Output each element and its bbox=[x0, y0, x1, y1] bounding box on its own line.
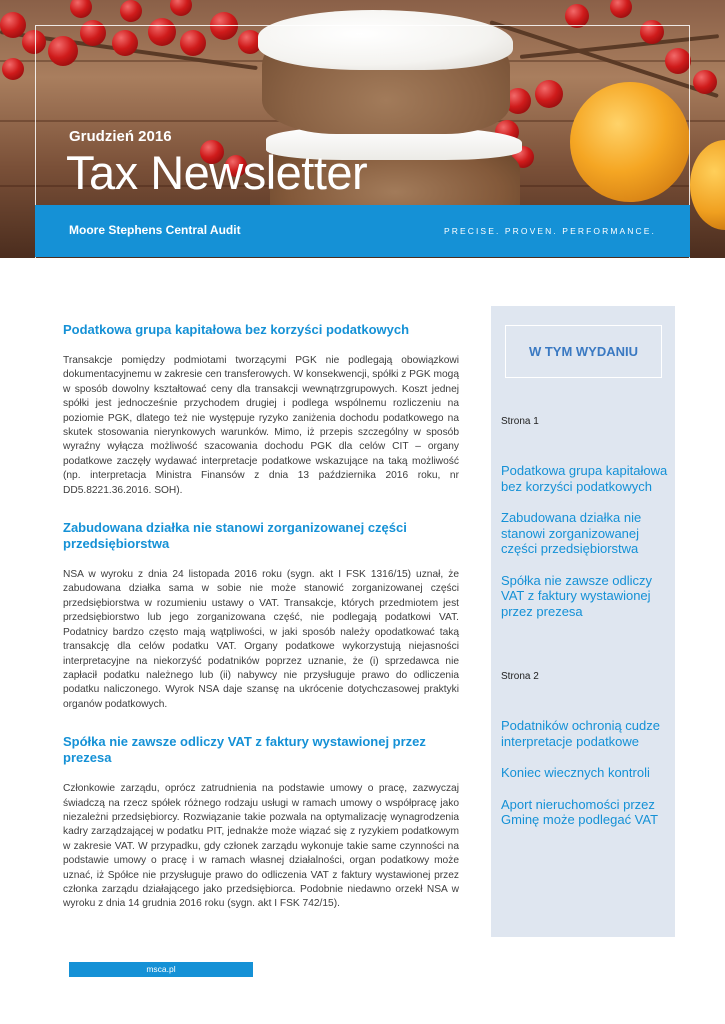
toc-item[interactable]: Spółka nie zawsze odliczy VAT z faktury wystawionej przez prezesa bbox=[501, 572, 653, 619]
article-body: Członkowie zarządu, oprócz zatrudnienia na podstawie umowy o pracę, zazwyczaj świadczą na rzecz spółek różnego rodzaju usługi w ramach umowy o współpracę jako niezależni przedsiębiorcy. Rozwiązanie takie pozwala na optymalizację wynagrodzenia kadry zarządzającej w podatku PIT, jednakże może wiązać się z ryzykiem podatkowym w zakresie VAT. W przypadku, gdy członek zarządu wykonuje takie same czynności na podstawie umowy o pracę i w ramach własnej działalności, organ podatkowy może uznać, iż Spółce nie przysługuje prawo do odliczenia VAT z faktury wystawionej przez członka zarządu działającego jako przedsiębiorca. Podobnie niedawno orzekł NSA w wyroku z dnia 14 grudnia 2016 roku (sygn. akt I FSK 742/15). bbox=[63, 783, 459, 910]
toc-item[interactable]: Aport nieruchomości przez Gminę może podlegać VAT bbox=[501, 796, 659, 827]
toc-page-label: Strona 2 bbox=[501, 671, 539, 682]
article bbox=[63, 734, 459, 912]
toc-list-page2 bbox=[501, 718, 669, 844]
toc-page-label: Strona 1 bbox=[501, 416, 539, 427]
toc-item[interactable]: Zabudowana działka nie stanowi zorganizowanej części przedsiębiorstwa bbox=[501, 510, 642, 556]
toc-item[interactable]: Koniec wiecznych kontroli bbox=[501, 765, 650, 780]
article-body: Transakcje pomiędzy podmiotami tworzącymi PGK nie podlegają obowiązkowi dokumentacyjnemu w zakresie cen transferowych. W konsekwencji, spółki z PGK mogą w sposób dowolny kształtować ceny dla transakcji wewnątrzgrupowych. Koszt jednej spółki jest jednocześnie przychodem drugiej i podlega wspólnemu rozliczeniu na poziomie PGK, dlatego też nie występuje ryzyko zaniżenia dochodu podatkowego na skutek stosowania nierynkowych warunków. Mimo, iż przepis szczególny w sposób wyraźny wyłącza możliwość szacowania dochodu PGK dla celów CIT – organy podatkowe zaczęły wydawać interpretacje podatkowe wskazujące na taką możliwość (np. interpretacja Ministra Finansów z dnia 13 października 2016 roku, nr DD5.8221.36.2016. SOH). bbox=[63, 355, 459, 496]
article-title: Spółka nie zawsze odliczy VAT z faktury wystawionej przez prezesa bbox=[63, 734, 426, 766]
toc-heading: W TYM WYDANIU bbox=[528, 344, 639, 359]
table-of-contents bbox=[491, 306, 675, 937]
tagline: PRECISE. PROVEN. PERFORMANCE. bbox=[443, 226, 656, 236]
articles-column bbox=[63, 322, 459, 934]
article-title: Podatkowa grupa kapitałowa bez korzyści podatkowych bbox=[63, 322, 410, 337]
article-title: Zabudowana działka nie stanowi zorganizowanej części przedsiębiorstwa bbox=[63, 520, 407, 552]
toc-item[interactable]: Podatkowa grupa kapitałowa bez korzyści podatkowych bbox=[501, 463, 668, 494]
footer-url[interactable]: msca.pl bbox=[69, 962, 253, 977]
article bbox=[63, 520, 459, 712]
article-body: NSA w wyroku z dnia 24 listopada 2016 roku (sygn. akt I FSK 1316/15) uznał, że zabudowana działka sama w sobie nie może stanowić zorganizowanej części przedsiębiorstwa w rozumieniu ustawy o VAT. Transakcje, których przedmiotem jest przedsiębiorstwo lub jego zorganizowana część, nie podlegają podatkowi VAT. Podatnicy bardzo często mają wątpliwości, w jaki sposób należy opodatkować taką transakcję dla celów podatku VAT. Organy podatkowe wykorzystują niejasności interpretacyjne na niekorzyść podatników poprzez uznanie, że (i) sprzedawca nie zapłacił podatku należnego lub (ii) nabywcy nie przysługuje prawo do odliczenia podatku naliczonego. Wyrok NSA daje szansę na ukrócenie dotychczasowej praktyki organów podatkowych. bbox=[63, 569, 459, 710]
toc-item[interactable]: Podatników ochronią cudze interpretacje podatkowe bbox=[501, 718, 660, 749]
toc-list-page1 bbox=[501, 463, 669, 635]
company-banner bbox=[35, 205, 690, 257]
company-name: Moore Stephens Central Audit bbox=[69, 223, 241, 237]
article bbox=[63, 322, 459, 498]
newsletter-title: Tax Newsletter bbox=[66, 146, 368, 199]
header-photo bbox=[0, 0, 725, 258]
toc-heading-box bbox=[505, 325, 662, 378]
issue-month: Grudzień 2016 bbox=[69, 128, 172, 145]
